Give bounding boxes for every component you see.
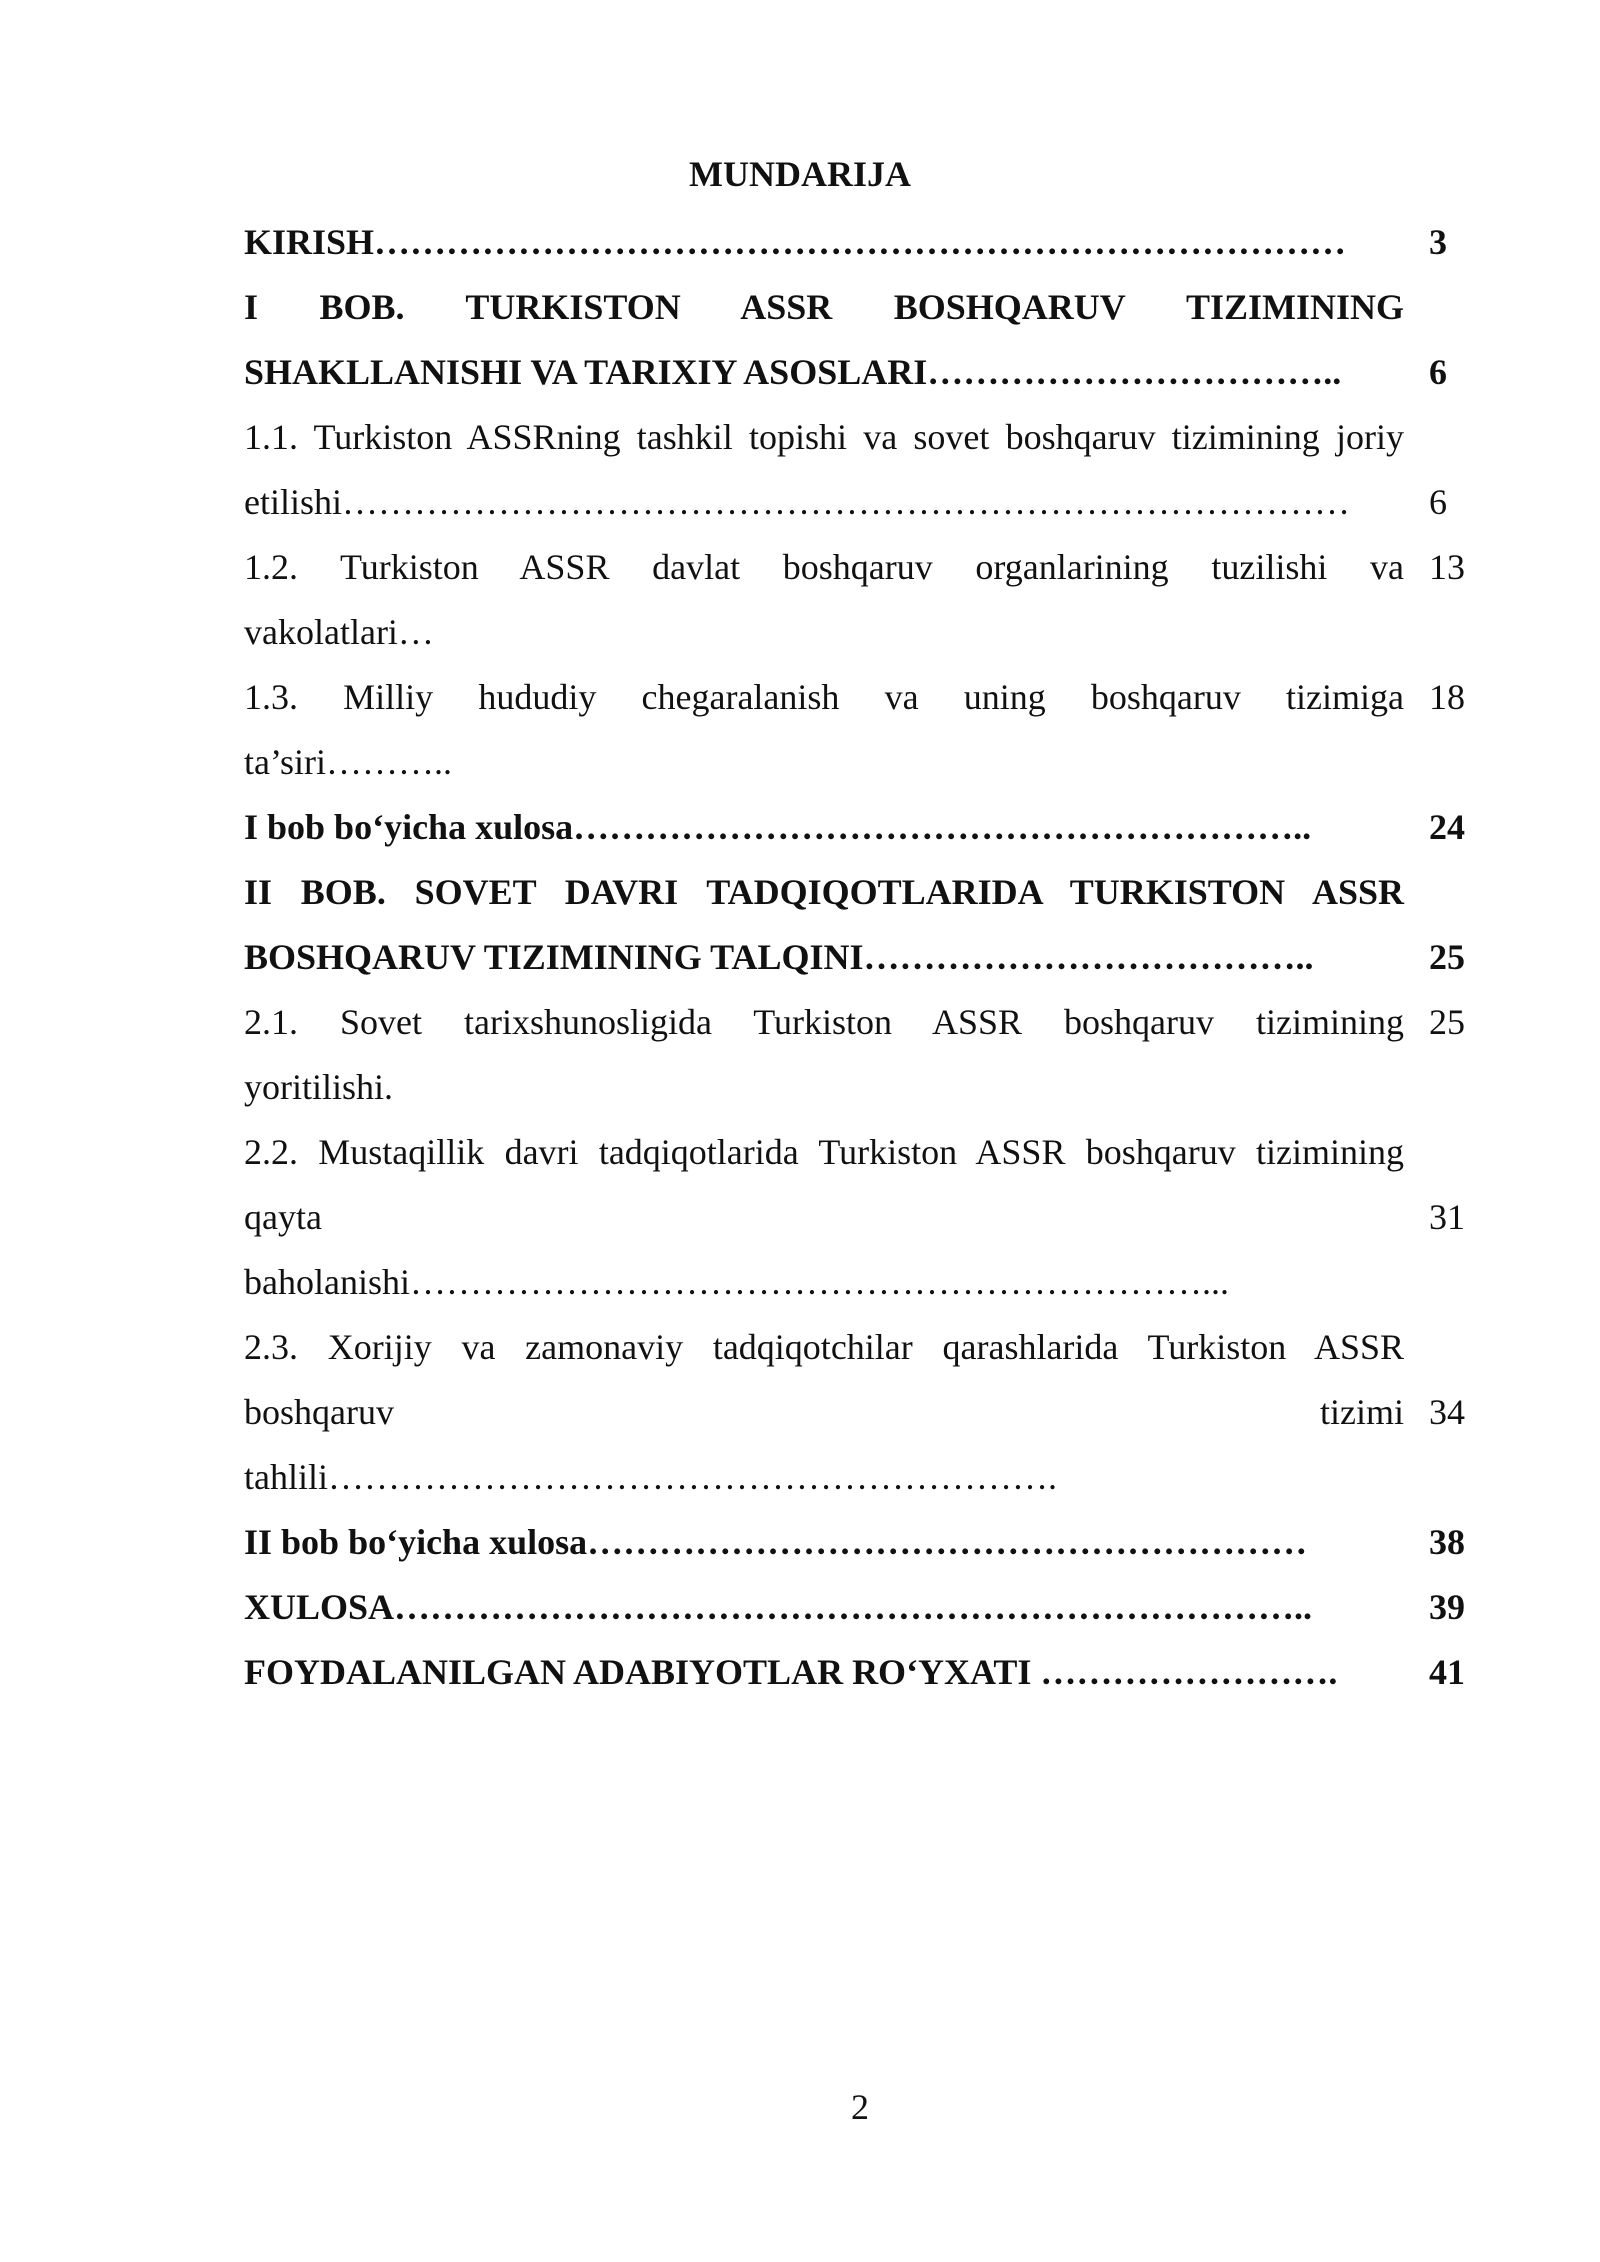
toc-entry-page: 41 [1429, 1652, 1465, 1692]
toc-entry-text [244, 275, 1404, 405]
toc-entry-line: baholanishi…………………………………………………………... [244, 1262, 1229, 1302]
table-of-contents [244, 210, 1484, 1705]
toc-entry-line: FOYDALANILGAN ADABIYOTLAR RO‘YXATI ……………………. [244, 1652, 1338, 1692]
toc-entry-line: 2.3. Xorijiy va zamonaviy tadqiqotchilar qarashlarida Turkiston ASSR [244, 1327, 1404, 1367]
toc-entry-line: 1.3. Milliy hududiy chegaralanish va uning boshqaruv tizimiga [244, 677, 1404, 717]
toc-entry-line: II bob bo‘yicha xulosa…………………………………………………… [244, 1522, 1308, 1562]
toc-entry-line: vakolatlari… [244, 612, 434, 652]
toc-entry-line: KIRISH……………………………………………………………………… [244, 222, 1347, 262]
toc-entry [244, 990, 1484, 1120]
toc-entry [244, 405, 1484, 535]
toc-entry-line: 1.2. Turkiston ASSR davlat boshqaruv organlarining tuzilishi va [244, 547, 1404, 587]
toc-entry-page: 38 [1429, 1522, 1465, 1562]
toc-entry [244, 210, 1484, 275]
toc-entry [244, 1510, 1484, 1575]
toc-entry-line: 1.1. Turkiston ASSRning tashkil topishi va sovet boshqaruv tizimining joriy [244, 417, 1404, 457]
toc-entry-text [244, 210, 1404, 275]
toc-entry-text [244, 795, 1404, 860]
toc-entry-text [244, 990, 1404, 1120]
toc-entry-page: 6 [1429, 482, 1447, 522]
toc-entry-page: 24 [1429, 807, 1465, 847]
toc-entry-text [244, 1640, 1404, 1705]
toc-entry [244, 535, 1484, 665]
toc-entry-page: 3 [1429, 222, 1447, 262]
toc-entry [244, 275, 1484, 405]
toc-entry-page: 25 [1429, 1002, 1465, 1042]
toc-entry-line: yoritilishi. [244, 1067, 394, 1107]
toc-entry-page: 31 [1429, 1197, 1465, 1237]
toc-entry-text [244, 1120, 1404, 1315]
toc-entry-line: 2.2. Mustaqillik davri tadqiqotlarida Turkiston ASSR boshqaruv tizimining [244, 1132, 1404, 1172]
toc-entry-text [244, 535, 1404, 665]
toc-entry-page: 25 [1429, 937, 1465, 977]
toc-entry-line: etilishi………………………………………………………………………… [244, 482, 1350, 522]
toc-entry-line: ta’siri……….. [244, 742, 452, 782]
toc-entry-page: 34 [1429, 1392, 1465, 1432]
toc-entry-line: SHAKLLANISHI VA TARIXIY ASOSLARI…………………………….. [244, 352, 1342, 392]
page-title: MUNDARIJA [689, 154, 911, 194]
toc-entry-line: BOSHQARUV TIZIMINING TALQINI……………………………….. [244, 937, 1314, 977]
toc-entry-text [244, 405, 1404, 535]
toc-entry-page: 13 [1429, 547, 1465, 587]
toc-entry-text [244, 860, 1404, 990]
page-number: 2 [851, 2087, 869, 2127]
toc-entry [244, 795, 1484, 860]
toc-entry-line: tahlili……………………………………………………. [244, 1457, 1057, 1497]
toc-entry-line: 2.1. Sovet tarixshunosligida Turkiston ASSR boshqaruv tizimining [244, 1002, 1404, 1042]
toc-entry-line: II BOB. SOVET DAVRI TADQIQOTLARIDA TURKISTON ASSR [244, 872, 1404, 912]
toc-entry-line: I bob bo‘yicha xulosa…………………………………………………….. [244, 807, 1312, 847]
toc-entry [244, 1120, 1484, 1315]
toc-entry-page: 6 [1429, 352, 1447, 392]
toc-entry-page: 18 [1429, 677, 1465, 717]
toc-entry [244, 1640, 1484, 1705]
toc-entry-page: 39 [1429, 1587, 1465, 1627]
toc-entry [244, 860, 1484, 990]
toc-entry-line: XULOSA………………………………………………………………….. [244, 1587, 1313, 1627]
toc-entry-text [244, 665, 1404, 795]
toc-entry [244, 1575, 1484, 1640]
toc-entry-line: boshqaruv tizimi [244, 1392, 1404, 1432]
toc-entry [244, 1315, 1484, 1510]
toc-entry-line: qayta [244, 1197, 322, 1237]
toc-entry-text [244, 1575, 1404, 1640]
toc-entry [244, 665, 1484, 795]
toc-entry-line: I BOB. TURKISTON ASSR BOSHQARUV TIZIMINING [244, 287, 1404, 327]
toc-entry-text [244, 1315, 1404, 1510]
toc-entry-text [244, 1510, 1404, 1575]
